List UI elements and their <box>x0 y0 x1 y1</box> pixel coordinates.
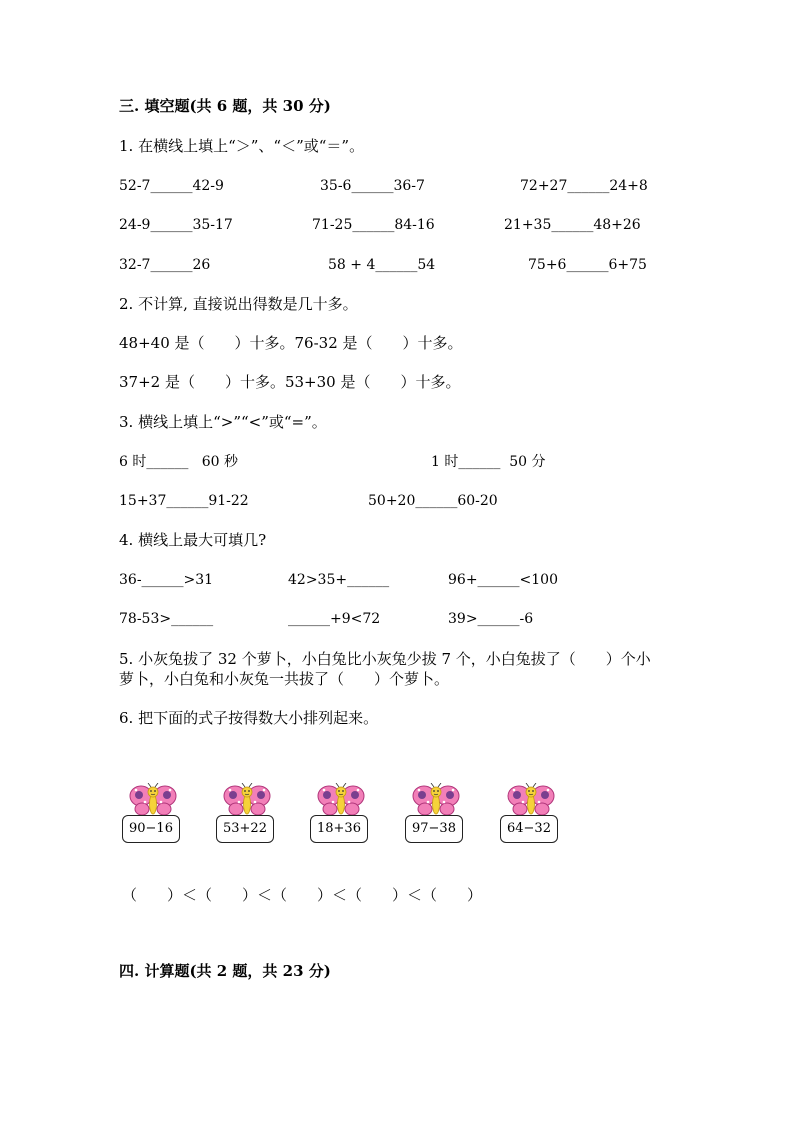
q1-row3-col1: 32-7______26 <box>119 257 211 273</box>
q1-row3-col3: 75+6______6+75 <box>528 257 647 273</box>
q5-line1: 5. 小灰兔拔了 32 个萝卜，小白兔比小灰兔少拔 7 个，小白兔拔了（ ）个小 <box>119 650 651 668</box>
q4-row2-col2: ______+9<72 <box>288 611 381 627</box>
section3-heading: 三. 填空题(共 6 题，共 30 分) <box>119 97 331 115</box>
q1-title: 1. 在横线上填上“＞”、“＜”或“＝”。 <box>119 137 365 155</box>
q1-row3-col2: 58 + 4______54 <box>328 257 436 273</box>
expression-card: 18+36 <box>310 815 368 843</box>
q3-row1-col1: 6 时______ 60 秒 <box>119 454 238 470</box>
q1-row1-col1: 52-7______42-9 <box>119 178 224 194</box>
expression-card: 90−16 <box>122 815 180 843</box>
section4-heading: 四. 计算题(共 2 题，共 23 分) <box>119 962 331 980</box>
q5-line2: 萝卜，小白兔和小灰兔一共拔了（ ）个萝卜。 <box>119 670 450 688</box>
q3-row1-col2: 1 时______ 50 分 <box>431 454 546 470</box>
q4-row1-col2: 42>35+______ <box>288 572 390 588</box>
q6-title: 6. 把下面的式子按得数大小排列起来。 <box>119 709 379 727</box>
q3-row2-col2: 50+20______60-20 <box>368 493 498 509</box>
q4-row2-col1: 78-53>______ <box>119 611 214 627</box>
q3-row2-col1: 15+37______91-22 <box>119 493 249 509</box>
q2-line1: 48+40 是（ ）十多。76-32 是（ ）十多。 <box>119 334 463 352</box>
q4-row1-col1: 36-______>31 <box>119 572 214 588</box>
q6-answer-line: （ ）＜（ ）＜（ ）＜（ ）＜（ ） <box>122 886 483 904</box>
butterfly-icon <box>316 783 366 817</box>
expression-card: 64−32 <box>500 815 558 843</box>
q2-line2: 37+2 是（ ）十多。53+30 是（ ）十多。 <box>119 373 461 391</box>
q1-row1-col2: 35-6______36-7 <box>320 178 425 194</box>
butterfly-icon <box>411 783 461 817</box>
q1-row2-col3: 21+35______48+26 <box>504 217 641 233</box>
q4-title: 4. 横线上最大可填几? <box>119 531 267 549</box>
butterfly-icon <box>506 783 556 817</box>
butterfly-icon <box>128 783 178 817</box>
q1-row2-col2: 71-25______84-16 <box>312 217 435 233</box>
q2-title: 2. 不计算, 直接说出得数是几十多。 <box>119 295 358 313</box>
butterfly-icon <box>222 783 272 817</box>
expression-card: 53+22 <box>216 815 274 843</box>
q4-row2-col3: 39>______-6 <box>448 611 534 627</box>
q1-row1-col3: 72+27______24+8 <box>520 178 648 194</box>
q4-row1-col3: 96+______<100 <box>448 572 558 588</box>
q3-title: 3. 横线上填上“>”“<”或“=”。 <box>119 413 327 431</box>
q1-row2-col1: 24-9______35-17 <box>119 217 233 233</box>
expression-card: 97−38 <box>405 815 463 843</box>
